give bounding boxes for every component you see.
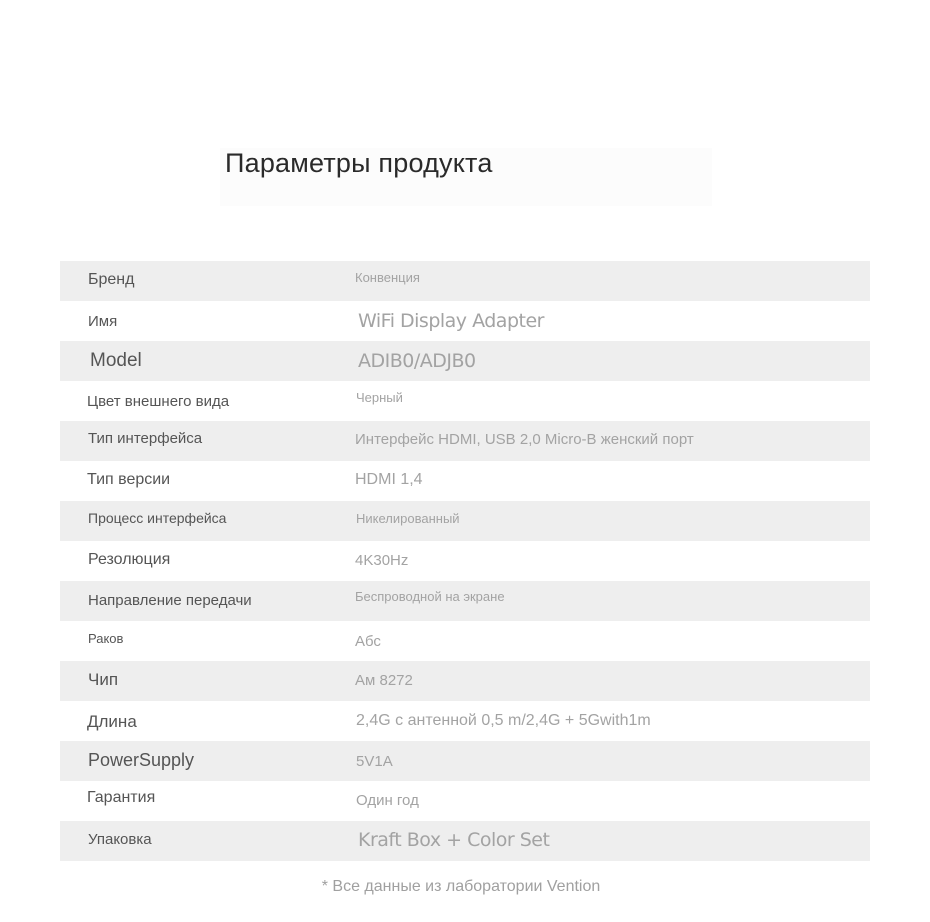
spec-table	[60, 261, 870, 861]
spec-value: Беспроводной на экране	[355, 589, 505, 604]
spec-value: Интерфейс HDMI, USB 2,0 Micro-B женский порт	[355, 431, 694, 448]
spec-label: PowerSupply	[88, 750, 195, 770]
spec-row-brand	[60, 261, 870, 301]
spec-value: Никелированный	[356, 511, 460, 526]
spec-value: WiFi Display Adapter	[358, 310, 544, 332]
spec-label: Длина	[87, 712, 137, 731]
spec-value: 4K30Hz	[355, 552, 409, 569]
spec-row-chip	[60, 661, 870, 701]
spec-value: HDMI 1,4	[355, 471, 423, 488]
spec-label: Упаковка	[88, 831, 152, 848]
spec-row-resolution	[60, 541, 870, 581]
spec-value: Ам 8272	[355, 672, 413, 689]
spec-label: Тип интерфейса	[88, 430, 203, 447]
spec-row-version-type	[60, 461, 870, 501]
spec-label: Цвет внешнего вида	[87, 393, 230, 410]
spec-row-name	[60, 301, 870, 341]
spec-row-power-supply	[60, 741, 870, 781]
spec-row-color	[60, 381, 870, 421]
page-title: Параметры продукта	[225, 148, 493, 178]
spec-label: Процесс интерфейса	[88, 510, 227, 526]
spec-label: Чип	[88, 670, 119, 689]
spec-value: Конвенция	[355, 270, 420, 285]
spec-label: Раков	[88, 631, 124, 646]
spec-label: Имя	[88, 313, 118, 330]
spec-row-packaging	[60, 821, 870, 861]
spec-label: Model	[90, 350, 142, 371]
spec-value: ADIB0/ADJB0	[358, 350, 476, 372]
spec-row-interface-type	[60, 421, 870, 461]
spec-value: Kraft Box + Color Set	[358, 829, 550, 851]
spec-value: Черный	[356, 390, 403, 405]
spec-label: Резолюция	[88, 551, 171, 568]
spec-label: Бренд	[88, 271, 135, 288]
spec-row-transfer-direction	[60, 581, 870, 621]
spec-row-housing	[60, 621, 870, 661]
spec-value: 2,4G с антенной 0,5 m/2,4G + 5Gwith1m	[356, 712, 651, 729]
spec-row-interface-process	[60, 501, 870, 541]
spec-row-warranty	[60, 781, 870, 821]
spec-row-model	[60, 341, 870, 381]
spec-value: Один год	[356, 792, 419, 809]
spec-row-length	[60, 701, 870, 741]
spec-label: Тип версии	[87, 471, 171, 488]
spec-value: 5V1A	[356, 753, 393, 770]
spec-label: Направление передачи	[88, 592, 252, 609]
spec-label: Гарантия	[87, 789, 156, 806]
footnote: * Все данные из лаборатории Vention	[321, 878, 601, 895]
spec-value: Абс	[355, 633, 381, 650]
